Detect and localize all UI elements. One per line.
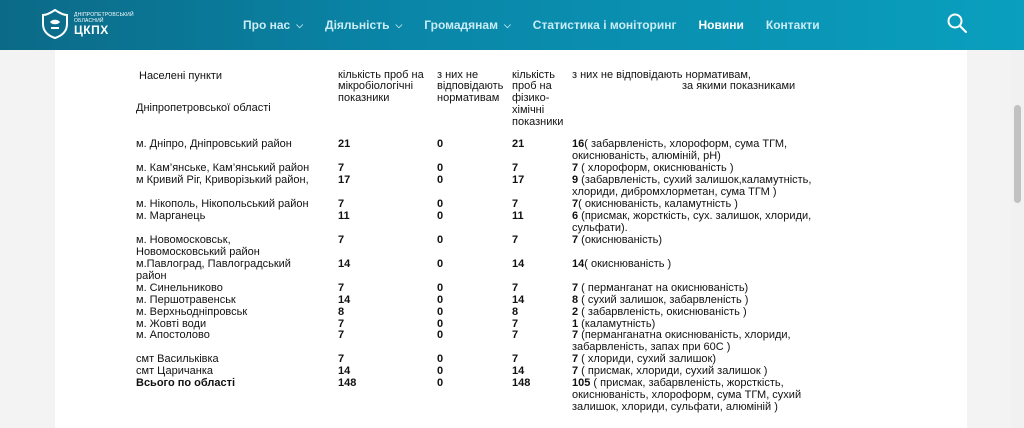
table-cell-micro-bad: 0: [437, 329, 444, 341]
table-cell-place: м. Верхньодніпровськ: [136, 306, 248, 318]
header-places-line1: Населені пункти: [139, 70, 223, 82]
table-cell-micro: 7: [338, 234, 345, 246]
table-cell-chem: 14: [512, 258, 525, 270]
logo-shield-icon: [42, 9, 68, 39]
table-cell-chem-bad: 7 (перманганатна окиснюваність, хлориди,: [572, 329, 791, 341]
table-cell-micro-bad: 0: [437, 353, 444, 365]
table-cell-chem-bad: 7 (окиснюваність): [572, 234, 663, 246]
header-chem-line2: проб на: [512, 80, 552, 92]
table-total-chem-bad-cont: окиснюваність, хлороформ, сума ТГМ, сухий: [572, 389, 802, 401]
header-micro-bad-line2: відповідають: [437, 80, 504, 92]
table-cell-chem-bad-cont: забарвленість, запах при 60С ): [572, 341, 731, 353]
table-cell-micro-bad: 0: [437, 174, 444, 186]
site-logo[interactable]: [42, 6, 134, 42]
table-cell-chem: 7: [512, 329, 519, 341]
table-cell-micro-bad: 0: [437, 258, 444, 270]
table-cell-chem-bad: 9 (забарвленість, сухий залишок,каламутність,: [572, 174, 812, 186]
table-cell-micro: 17: [338, 174, 351, 186]
logo-line-1: ДНІПРОПЕТРОВСЬКИЙ: [74, 11, 134, 18]
table-cell-chem: 17: [512, 174, 525, 186]
header-chem-line4: хімічні: [512, 104, 545, 116]
table-cell-micro: 7: [338, 282, 345, 294]
header-places-line2: Дніпропетровської області: [136, 102, 271, 114]
table-cell-chem-bad: 7( окиснюваність, каламутність ): [572, 198, 738, 210]
table-cell-micro-bad: 0: [437, 138, 444, 150]
table-cell-chem-bad-cont: хлориди, дибромхлорметан, сума ТГМ ): [572, 186, 777, 198]
table-cell-place: м. Жовті води: [136, 318, 207, 330]
table-total-chem-bad-cont: залишок, хлориди, сульфати, алюміній ): [572, 401, 778, 413]
table-total-chem-bad: 105 ( присмак, забарвленість, жорсткість,: [572, 377, 784, 389]
table-cell-micro: 7: [338, 162, 345, 174]
table-cell-chem: 7: [512, 162, 519, 174]
table-cell-chem: 14: [512, 294, 525, 306]
table-cell-micro-bad: 0: [437, 234, 444, 246]
logo-name: ЦКПХ: [74, 22, 109, 37]
header-chem-bad-line1: з них не відповідають нормативам,: [572, 69, 751, 81]
nav-item-citizens[interactable]: [424, 18, 511, 32]
table-cell-place: м. Новомосковськ,: [136, 234, 231, 246]
table-total-micro: 148: [338, 377, 357, 389]
header-micro-bad-line1: з них не: [437, 69, 479, 81]
table-cell-place: м. Нікополь, Нікопольський район: [136, 198, 309, 210]
table-cell-place-cont: Новомосковський район: [136, 246, 260, 258]
table-cell-micro: 7: [338, 198, 345, 210]
table-cell-chem-bad: 2 ( забарвленість, окиснюваність ): [572, 306, 747, 318]
header-micro-line3: показники: [338, 92, 390, 104]
scrollbar-thumb[interactable]: [1014, 105, 1021, 203]
header-micro-bad-line3: нормативам: [437, 92, 500, 104]
table-cell-chem-bad: 7 ( хлороформ, окиснюваність ): [572, 162, 734, 174]
table-cell-chem: 8: [512, 306, 519, 318]
table-cell-micro: 7: [338, 329, 345, 341]
table-cell-chem: 21: [512, 138, 525, 150]
nav-item-statistics[interactable]: [533, 18, 677, 32]
nav-item-contacts[interactable]: [766, 18, 820, 32]
top-navbar: [0, 0, 1024, 50]
table-cell-place: м. Кам’янське, Кам’янський район: [136, 162, 310, 174]
header-micro-line2: мікробіологічні: [338, 80, 414, 92]
table-cell-place: м. Дніпро, Дніпровський район: [136, 138, 292, 150]
main-nav: [243, 0, 842, 50]
table-cell-micro: 8: [338, 306, 345, 318]
nav-item-about[interactable]: [243, 18, 303, 32]
table-cell-micro-bad: 0: [437, 294, 444, 306]
table-cell-place: м. Марганець: [136, 210, 206, 222]
table-cell-micro: 14: [338, 258, 351, 270]
table-cell-chem-bad: 7 ( перманганат на окиснюваність): [572, 282, 749, 294]
table-cell-micro-bad: 0: [437, 365, 444, 377]
header-chem-line3: фізико-: [512, 92, 550, 104]
table-cell-chem-bad: 7 ( присмак, хлориди, сухий залишок ): [572, 365, 768, 377]
header-chem-line5: показники: [512, 116, 564, 128]
table-cell-chem: 7: [512, 234, 519, 246]
table-cell-micro: 7: [338, 353, 345, 365]
nav-item-label: Статистика і моніторинг: [532, 18, 677, 32]
table-total-label: Всього по області: [136, 377, 236, 389]
table-cell-micro-bad: 0: [437, 162, 444, 174]
table-total-chem: 148: [512, 377, 531, 389]
table-cell-chem-bad: 6 (присмак, жорсткість, сух. залишок, хлориди,: [572, 210, 812, 222]
search-icon[interactable]: [946, 12, 968, 34]
table-cell-micro: 7: [338, 318, 345, 330]
table-cell-chem: 11: [512, 210, 524, 222]
table-cell-micro-bad: 0: [437, 306, 444, 318]
table-cell-place: м. Синельниково: [136, 282, 223, 294]
nav-item-label: Новини: [698, 18, 744, 32]
table-cell-micro-bad: 0: [437, 318, 444, 330]
table-cell-place-cont: район: [136, 270, 167, 282]
table-cell-place: м. Апостолово: [136, 329, 210, 341]
nav-item-label: Діяльність: [325, 18, 390, 32]
table-cell-place: смт Васильківка: [136, 353, 219, 365]
header-micro-line1: кількість проб на: [338, 69, 424, 81]
table-cell-place: м Кривий Ріг, Криворізький район,: [136, 174, 309, 186]
table-cell-chem: 7: [512, 282, 519, 294]
table-total-micro-bad: 0: [437, 377, 444, 389]
header-chem-line1: кількість: [512, 69, 555, 81]
table-cell-chem-bad: 16( забарвленість, хлороформ, сума ТГМ,: [572, 138, 788, 150]
nav-item-label: Про нас: [243, 18, 291, 32]
chevron-down-icon: ⌵: [395, 19, 403, 30]
chevron-down-icon: ⌵: [503, 19, 511, 30]
table-cell-chem-bad: 8 ( сухий залишок, забарвленість ): [572, 294, 749, 306]
nav-item-news[interactable]: [699, 18, 744, 32]
chevron-down-icon: ⌵: [296, 19, 304, 30]
table-cell-micro-bad: 0: [437, 198, 444, 210]
logo-line-2: ОБЛАСНИЙ: [74, 17, 104, 24]
table-cell-micro: 14: [338, 294, 351, 306]
nav-item-activity[interactable]: [325, 18, 402, 32]
table-cell-place: смт Царичанка: [136, 365, 214, 377]
table-cell-chem: 7: [512, 353, 519, 365]
table-cell-chem: 7: [512, 198, 519, 210]
table-cell-micro-bad: 0: [437, 282, 444, 294]
table-cell-micro-bad: 0: [437, 210, 444, 222]
table-cell-chem-bad: 7 ( хлориди, сухий залишок): [572, 353, 716, 365]
table-cell-micro: 14: [338, 365, 351, 377]
table-cell-place: м.Павлоград, Павлоградський: [136, 258, 291, 270]
table-cell-chem-bad: 1 (каламутність): [572, 318, 656, 330]
nav-item-label: Контакти: [765, 18, 820, 32]
nav-item-label: Громадянам: [424, 18, 498, 32]
table-cell-chem: 14: [512, 365, 525, 377]
table-cell-chem-bad: 14( окиснюваність ): [572, 258, 672, 270]
table-cell-chem-bad-cont: окиснюваність, алюміній, рН): [572, 150, 721, 162]
table-cell-chem-bad-cont: сульфати).: [572, 222, 628, 234]
table-cell-chem: 7: [512, 318, 519, 330]
table-cell-place: м. Першотравенськ: [136, 294, 236, 306]
table-cell-micro: 21: [338, 138, 351, 150]
header-chem-bad-line2: за якими показниками: [682, 80, 796, 92]
table-cell-micro: 11: [338, 210, 350, 222]
